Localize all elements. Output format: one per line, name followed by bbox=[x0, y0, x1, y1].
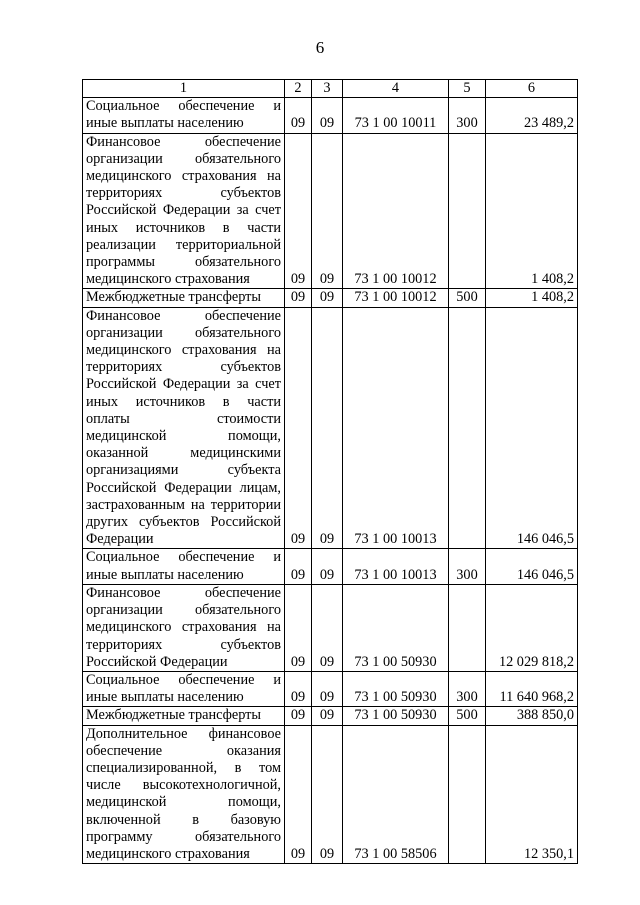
amount-cell: 146 046,5 bbox=[486, 307, 578, 549]
row-name-cell: Финансовое обеспечение организации обязательного медицинского страхования на территориях субъектов Российской Федерации bbox=[83, 584, 285, 671]
target-article-cell: 73 1 00 58506 bbox=[343, 725, 449, 864]
subsection-code-cell: 09 bbox=[312, 98, 343, 133]
subsection-code-cell: 09 bbox=[312, 707, 343, 725]
column-header: 6 bbox=[486, 80, 578, 98]
row-name-cell: Межбюджетные трансферты bbox=[83, 707, 285, 725]
table-row bbox=[83, 584, 578, 671]
target-article-cell: 73 1 00 10012 bbox=[343, 289, 449, 307]
section-code-cell: 09 bbox=[285, 549, 312, 584]
subsection-code-cell: 09 bbox=[312, 133, 343, 289]
target-article-cell: 73 1 00 10011 bbox=[343, 98, 449, 133]
amount-cell: 23 489,2 bbox=[486, 98, 578, 133]
section-code-cell: 09 bbox=[285, 133, 312, 289]
row-name-cell: Социальное обеспечение и иные выплаты населению bbox=[83, 549, 285, 584]
table-header-row bbox=[83, 80, 578, 98]
amount-cell: 1 408,2 bbox=[486, 133, 578, 289]
expense-type-cell: 300 bbox=[449, 549, 486, 584]
section-code-cell: 09 bbox=[285, 289, 312, 307]
amount-cell: 12 029 818,2 bbox=[486, 584, 578, 671]
row-name-cell: Социальное обеспечение и иные выплаты населению bbox=[83, 671, 285, 706]
target-article-cell: 73 1 00 10013 bbox=[343, 307, 449, 549]
row-name-cell: Финансовое обеспечение организации обязательного медицинского страхования на территориях субъектов Российской Федерации за счет иных источников в части оплаты стоимости медицинской помощи, оказанной медицинскими организациями субъекта Российской Федерации лицам, застрахованным на территории других субъектов Российской Федерации bbox=[83, 307, 285, 549]
expense-type-cell: 500 bbox=[449, 289, 486, 307]
column-header: 3 bbox=[312, 80, 343, 98]
section-code-cell: 09 bbox=[285, 707, 312, 725]
expense-type-cell: 300 bbox=[449, 98, 486, 133]
subsection-code-cell: 09 bbox=[312, 289, 343, 307]
amount-cell: 12 350,1 bbox=[486, 725, 578, 864]
subsection-code-cell: 09 bbox=[312, 549, 343, 584]
target-article-cell: 73 1 00 50930 bbox=[343, 584, 449, 671]
page-number: 6 bbox=[315, 38, 325, 57]
section-code-cell: 09 bbox=[285, 307, 312, 549]
amount-cell: 1 408,2 bbox=[486, 289, 578, 307]
table-row bbox=[83, 707, 578, 725]
column-header: 5 bbox=[449, 80, 486, 98]
subsection-code-cell: 09 bbox=[312, 671, 343, 706]
subsection-code-cell: 09 bbox=[312, 584, 343, 671]
column-header: 4 bbox=[343, 80, 449, 98]
expense-type-cell bbox=[449, 133, 486, 289]
column-header: 2 bbox=[285, 80, 312, 98]
target-article-cell: 73 1 00 10013 bbox=[343, 549, 449, 584]
subsection-code-cell: 09 bbox=[312, 725, 343, 864]
expense-type-cell: 500 bbox=[449, 707, 486, 725]
section-code-cell: 09 bbox=[285, 671, 312, 706]
row-name-cell: Межбюджетные трансферты bbox=[83, 289, 285, 307]
amount-cell: 146 046,5 bbox=[486, 549, 578, 584]
section-code-cell: 09 bbox=[285, 725, 312, 864]
budget-table bbox=[82, 79, 578, 864]
table-row bbox=[83, 98, 578, 133]
table-row bbox=[83, 549, 578, 584]
section-code-cell: 09 bbox=[285, 584, 312, 671]
row-name-cell: Финансовое обеспечение организации обязательного медицинского страхования на территориях субъектов Российской Федерации за счет иных источников в части реализации территориальной программы обязательного медицинского страхования bbox=[83, 133, 285, 289]
table-row bbox=[83, 133, 578, 289]
target-article-cell: 73 1 00 50930 bbox=[343, 671, 449, 706]
amount-cell: 11 640 968,2 bbox=[486, 671, 578, 706]
row-name-cell: Дополнительное финансовое обеспечение оказания специализированной, в том числе высокотехнологичной, медицинской помощи, включенной в базовую программу обязательного медицинского страхования bbox=[83, 725, 285, 864]
table-row bbox=[83, 307, 578, 549]
table-row bbox=[83, 671, 578, 706]
expense-type-cell bbox=[449, 725, 486, 864]
expense-type-cell bbox=[449, 584, 486, 671]
subsection-code-cell: 09 bbox=[312, 307, 343, 549]
target-article-cell: 73 1 00 10012 bbox=[343, 133, 449, 289]
expense-type-cell bbox=[449, 307, 486, 549]
table-row bbox=[83, 725, 578, 864]
row-name-cell: Социальное обеспечение и иные выплаты населению bbox=[83, 98, 285, 133]
amount-cell: 388 850,0 bbox=[486, 707, 578, 725]
section-code-cell: 09 bbox=[285, 98, 312, 133]
target-article-cell: 73 1 00 50930 bbox=[343, 707, 449, 725]
expense-type-cell: 300 bbox=[449, 671, 486, 706]
table-row bbox=[83, 289, 578, 307]
column-header: 1 bbox=[83, 80, 285, 98]
